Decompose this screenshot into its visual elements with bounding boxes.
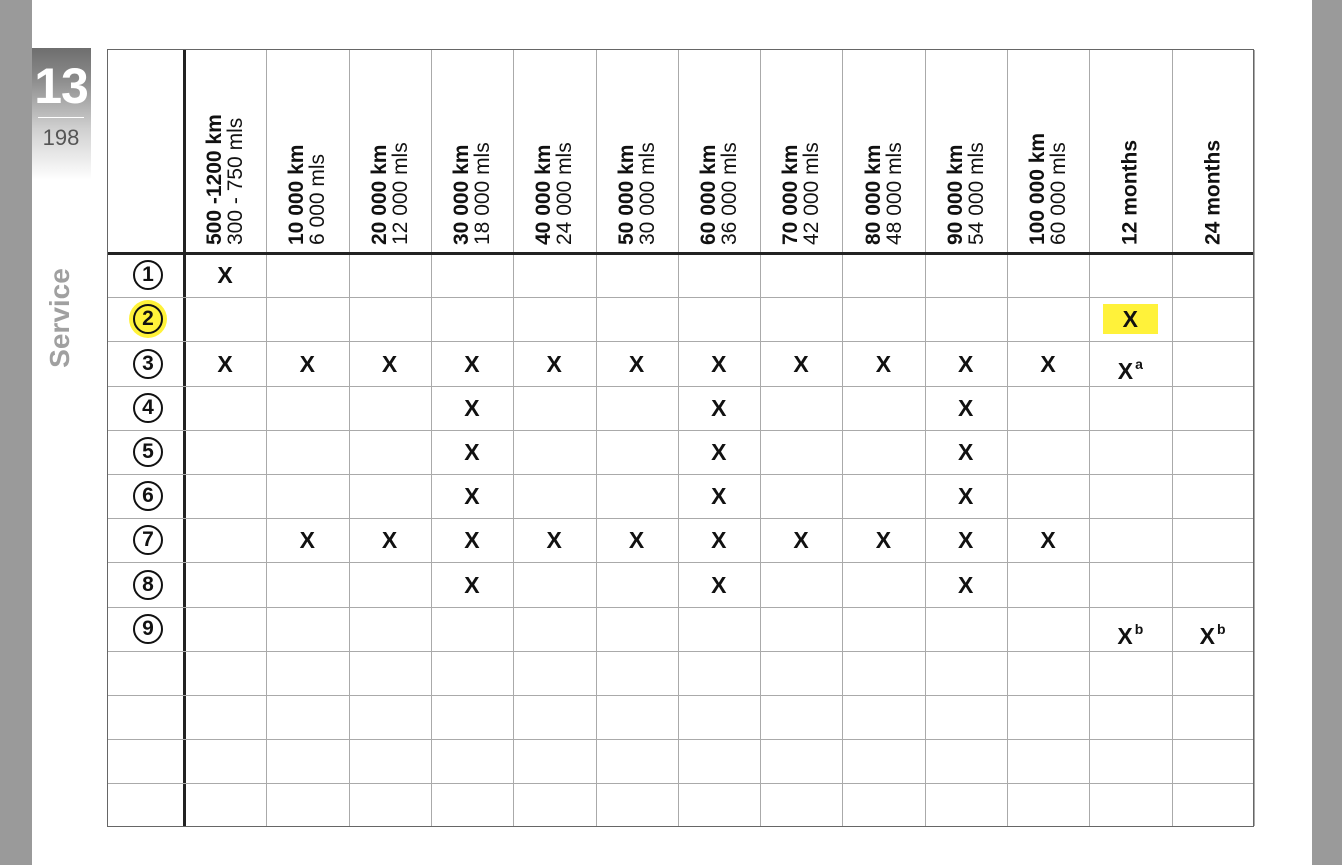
row-number-badge: 8 <box>133 570 163 600</box>
column-header <box>513 50 595 253</box>
column-header-sub: 18 000 mls <box>471 142 495 245</box>
column-header-main: 12 months <box>1118 139 1142 245</box>
service-mark: X <box>217 262 233 289</box>
column-header-sub: 30 000 mls <box>635 142 659 245</box>
column-divider <box>1254 50 1255 826</box>
service-mark: X <box>1040 350 1056 377</box>
column-header-main: 30 000 km <box>450 144 474 245</box>
service-mark: X <box>711 438 727 465</box>
service-mark: X <box>1040 527 1056 554</box>
service-mark: X <box>299 527 315 554</box>
row-divider <box>108 651 1253 652</box>
row-divider <box>108 607 1253 608</box>
column-header <box>1007 50 1089 253</box>
column-header <box>842 50 924 253</box>
footnote-marker: b <box>1216 620 1226 637</box>
service-mark: X <box>711 394 727 421</box>
service-mark: X <box>711 527 727 554</box>
column-header-main: 24 months <box>1201 139 1225 245</box>
service-mark: X <box>381 527 398 554</box>
service-mark: X <box>381 350 398 377</box>
row-divider <box>108 474 1253 475</box>
service-mark: X <box>958 571 974 598</box>
column-header <box>760 50 842 253</box>
column-header-main: 500 -1200 km <box>203 114 227 245</box>
service-mark: X <box>628 527 645 554</box>
column-header <box>431 50 513 253</box>
service-mark: X <box>711 571 727 598</box>
row-divider <box>108 562 1253 563</box>
column-header-sub: 54 000 mls <box>964 142 988 245</box>
column-header-main: 100 000 km <box>1026 132 1050 245</box>
service-schedule-table <box>107 49 1254 827</box>
service-mark: X <box>958 483 974 510</box>
column-header-sub: 12 000 mls <box>388 142 412 245</box>
service-mark: X <box>958 350 974 377</box>
column-header-sub: 6 000 mls <box>306 153 330 245</box>
service-mark: X <box>464 438 480 465</box>
service-mark: X <box>628 350 645 377</box>
page-number: 198 <box>42 125 80 150</box>
column-header <box>184 50 266 253</box>
row-divider <box>108 518 1253 519</box>
column-header-main: 90 000 km <box>943 144 967 245</box>
service-mark: X <box>875 527 892 554</box>
service-mark: X <box>958 527 974 554</box>
column-header-sub: 48 000 mls <box>882 142 906 245</box>
row-number-badge: 6 <box>133 481 163 511</box>
service-mark: X $^b$ <box>1199 620 1226 649</box>
column-header-sub: 60 000 mls <box>1047 142 1071 245</box>
column-header-sub: 300 - 750 mls <box>224 117 248 245</box>
footnote-marker: a <box>1135 355 1143 372</box>
service-mark: X <box>546 350 562 377</box>
row-divider <box>108 430 1253 431</box>
service-mark: X <box>464 527 480 554</box>
column-header-sub: 24 000 mls <box>553 142 577 245</box>
column-header-sub: 36 000 mls <box>717 142 741 245</box>
column-header <box>925 50 1007 253</box>
column-header <box>1172 50 1254 253</box>
column-header <box>678 50 760 253</box>
service-mark: X <box>217 350 233 377</box>
column-header-main: 40 000 km <box>532 144 556 245</box>
service-mark: X <box>793 527 809 554</box>
service-mark: X <box>958 394 974 421</box>
service-mark: X <box>793 350 809 377</box>
service-mark: X <box>711 350 727 377</box>
service-mark: X <box>546 527 562 554</box>
column-header-main: 50 000 km <box>614 144 638 245</box>
column-header-main: 20 000 km <box>367 144 391 245</box>
column-header-main: 60 000 km <box>696 144 720 245</box>
service-mark: X $^a$ <box>1117 355 1143 384</box>
row-number-badge: 7 <box>133 525 163 555</box>
chapter-divider <box>38 117 84 118</box>
column-header-main: 10 000 km <box>285 144 309 245</box>
column-header-main: 80 000 km <box>861 144 885 245</box>
column-header <box>1089 50 1171 253</box>
service-mark: X <box>464 394 480 421</box>
service-mark: X <box>464 350 480 377</box>
row-number-badge: 4 <box>133 393 163 423</box>
row-number-badge: 5 <box>133 437 163 467</box>
service-mark: X <box>875 350 892 377</box>
service-mark: X <box>464 571 480 598</box>
row-number-badge: 9 <box>133 614 163 644</box>
column-header-main: 70 000 km <box>779 144 803 245</box>
service-mark: X <box>464 483 480 510</box>
service-mark: X <box>711 483 727 510</box>
row-number-badge: 3 <box>133 349 163 379</box>
column-header <box>349 50 431 253</box>
service-mark: X $^b$ <box>1117 620 1144 649</box>
column-header <box>266 50 348 253</box>
row-divider <box>108 386 1253 387</box>
column-header-sub: 42 000 mls <box>800 142 824 245</box>
section-label: Service <box>44 268 75 368</box>
service-mark: X <box>1089 305 1171 333</box>
row-divider <box>108 341 1253 342</box>
row-divider <box>108 783 1253 784</box>
row-divider <box>108 695 1253 696</box>
row-divider <box>108 739 1253 740</box>
footnote-marker: b <box>1134 620 1144 637</box>
row-divider <box>108 297 1253 298</box>
service-mark: X <box>958 438 974 465</box>
column-header <box>596 50 678 253</box>
service-mark: X <box>299 350 315 377</box>
row-number-badge: 1 <box>133 260 163 290</box>
row-number-badge: 2 <box>133 304 163 334</box>
chapter-number: 13 <box>34 58 88 114</box>
